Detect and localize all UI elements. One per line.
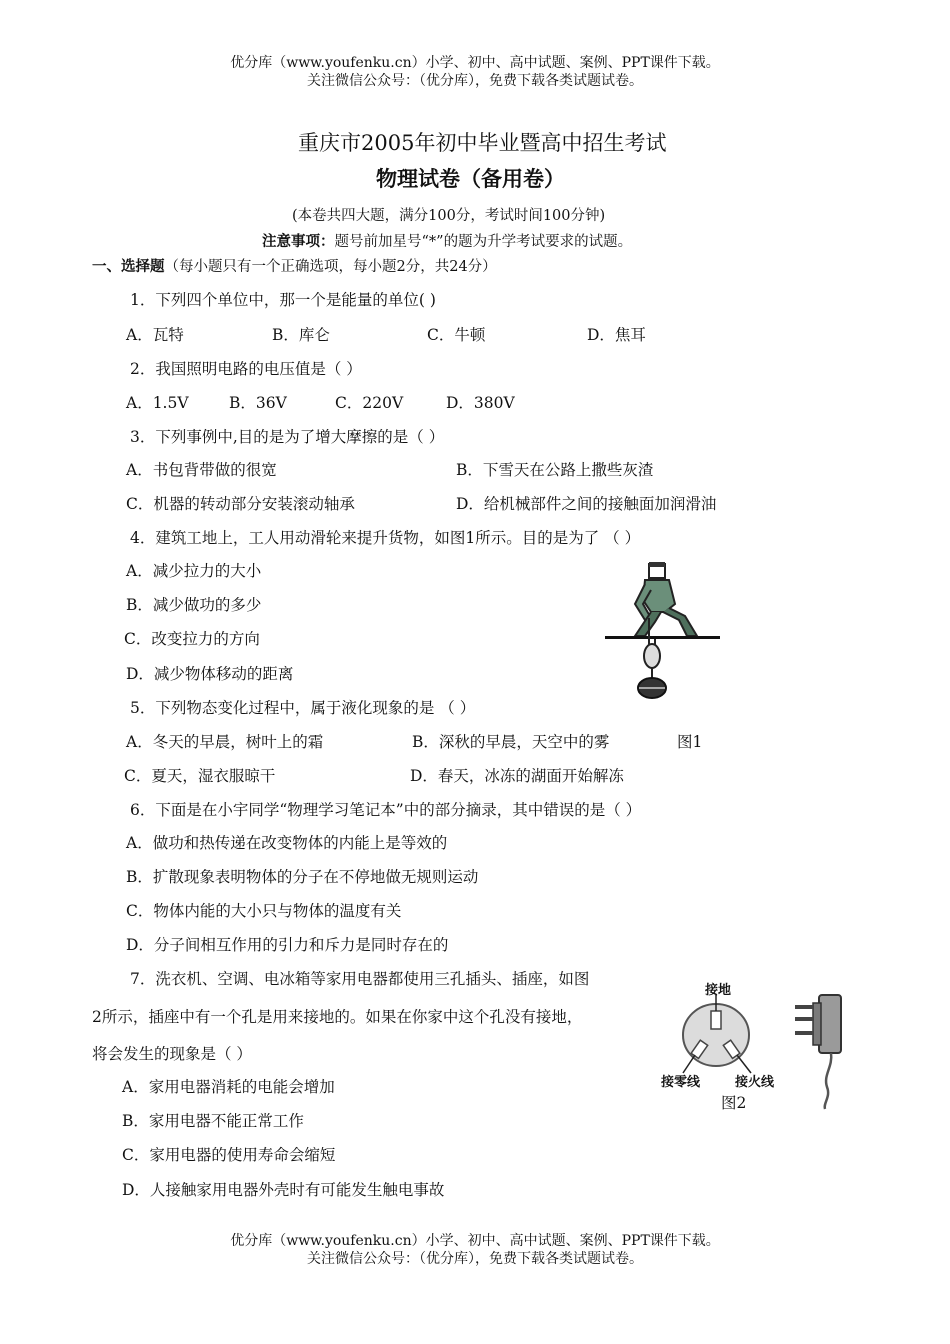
q5-option-d: D．春天，冰冻的湖面开始解冻	[410, 767, 624, 785]
q7-option-c: C．家用电器的使用寿命会缩短	[122, 1146, 336, 1164]
q7-option-b: B．家用电器不能正常工作	[122, 1112, 304, 1130]
figure-2-caption: 图2	[721, 1094, 747, 1112]
q1-option-d: D．焦耳	[587, 326, 646, 344]
section-1-desc: （每小题只有一个正确选项，每小题2分，共24分）	[164, 259, 497, 275]
q2-option-a: A．1.5V	[126, 394, 189, 412]
q1-option-b: B．库仑	[272, 326, 330, 344]
q3-option-c: C．机器的转动部分安装滚动轴承	[126, 495, 355, 513]
exam-title: 重庆市2005年初中毕业暨高中招生考试	[298, 131, 667, 155]
figure-2-label-live: 接火线	[735, 1075, 775, 1090]
footer-line-1: 优分库（www.youfenku.cn）小学、初中、高中试题、案例、PPT课件下载。	[230, 1233, 720, 1249]
q2-option-c: C．220V	[335, 394, 404, 412]
q3-option-b: B．下雪天在公路上撒些灰渣	[456, 461, 654, 479]
header-line-2: 关注微信公众号：（优分库），免费下载各类试题试卷。	[307, 73, 643, 89]
q2-option-b: B．36V	[229, 394, 287, 412]
footer-line-2: 关注微信公众号：（优分库），免费下载各类试题试卷。	[307, 1251, 643, 1267]
q7-option-a: A．家用电器消耗的电能会增加	[122, 1078, 335, 1096]
q5-option-c: C．夏天，湿衣服晾干	[124, 767, 276, 785]
q2-stem: 2．我国照明电路的电压值是（ ）	[130, 360, 362, 378]
q4-option-a: A．减少拉力的大小	[126, 562, 262, 580]
q6-option-d: D．分子间相互作用的引力和斥力是同时存在的	[126, 936, 449, 954]
q5-stem: 5．下列物态变化过程中，属于液化现象的是 （ ）	[130, 699, 476, 717]
figure-2-socket-plug-illustration	[655, 975, 865, 1115]
q6-option-b: B．扩散现象表明物体的分子在不停地做无规则运动	[126, 868, 479, 886]
figure-2-label-neutral: 接零线	[661, 1075, 701, 1090]
q4-option-c: C．改变拉力的方向	[124, 630, 260, 648]
q3-option-d: D．给机械部件之间的接触面加润滑油	[456, 495, 717, 513]
q6-option-a: A．做功和热传递在改变物体的内能上是等效的	[126, 834, 448, 852]
q7-stem-line-3: 将会发生的现象是（ ）	[92, 1045, 252, 1063]
q2-option-d: D．380V	[446, 394, 515, 412]
section-1-label: 一、选择题	[92, 258, 165, 275]
q4-option-b: B．减少做功的多少	[126, 596, 262, 614]
q5-option-a: A．冬天的早晨，树叶上的霜	[126, 733, 324, 751]
exam-subtitle: 物理试卷（备用卷）	[376, 166, 565, 191]
notice-label: 注意事项：	[262, 233, 335, 250]
q4-option-d: D．减少物体移动的距离	[126, 665, 294, 683]
section-1-heading	[92, 255, 497, 276]
exam-info: (本卷共四大题，满分100分，考试时间100分钟)	[292, 208, 606, 224]
q6-stem: 6．下面是在小宇同学“物理学习笔记本”中的部分摘录，其中错误的是（ ）	[130, 801, 642, 819]
figure-1-pulley-illustration	[605, 560, 720, 705]
q7-stem-line-1: 7．洗衣机、空调、电冰箱等家用电器都使用三孔插头、插座，如图	[130, 970, 590, 988]
q5-option-b: B．深秋的早晨，天空中的雾	[412, 733, 610, 751]
q1-option-c: C．牛顿	[427, 326, 486, 344]
q7-stem-line-2: 2所示，插座中有一个孔是用来接地的。如果在你家中这个孔没有接地，	[92, 1008, 583, 1026]
q1-option-a: A．瓦特	[126, 326, 184, 344]
q3-option-a: A．书包背带做的很宽	[126, 461, 277, 479]
exam-notice	[262, 230, 632, 251]
q7-option-d: D．人接触家用电器外壳时有可能发生触电事故	[122, 1181, 445, 1199]
q6-option-c: C．物体内能的大小只与物体的温度有关	[126, 902, 402, 920]
q3-stem: 3．下列事例中,目的是为了增大摩擦的是（ ）	[130, 428, 445, 446]
q4-stem: 4．建筑工地上，工人用动滑轮来提升货物，如图1所示。目的是为了 （ ）	[130, 529, 641, 547]
q1-stem: 1．下列四个单位中，那一个是能量的单位( )	[130, 291, 436, 309]
notice-text: 题号前加星号“*”的题为升学考试要求的试题。	[334, 234, 633, 250]
figure-1-caption: 图1	[677, 733, 703, 751]
header-line-1: 优分库（www.youfenku.cn）小学、初中、高中试题、案例、PPT课件下载。	[230, 55, 720, 71]
figure-2-label-ground: 接地	[705, 983, 732, 998]
